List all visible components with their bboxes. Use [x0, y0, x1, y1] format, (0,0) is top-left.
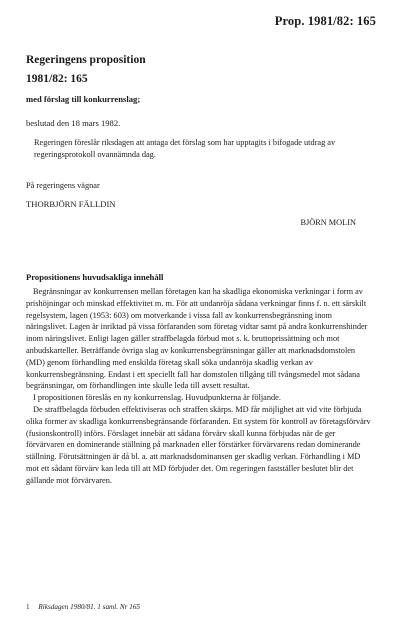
document-subtitle: med förslag till konkurrenslag;: [26, 94, 141, 104]
minister-signature: BJÖRN MOLIN: [300, 218, 356, 227]
page-number: 1: [26, 603, 30, 611]
proposition-reference: Prop. 1981/82: 165: [274, 14, 376, 28]
body-paragraph: Begränsningar av konkurrensen mellan företagen kan ha skadliga ekonomiska verkningar i form av prishöjningar och minskad effektivitet m. m. För att undanröja sådana verkningar finns f. n. ett särskilt regelsystem, lagen (1953: 603) om motverkande i vissa fall av konkurrensbegränsning inom näringslivet. Lagen är inriktad på vissa förfaranden som företag vidtar samt på andra konkurrenshinder inom näringslivet. Enligt lagen gäller straffbelagda förbud mot s. k. bruttoprissättning och mot anbudskarteller. Beträffande övriga slag av konkurrensbegränsningar gäller att marknadsdomstolen (MD) genom förhandling med enskilda företag skall söka undanröja skadlig verkan av konkurrensbegränsning. Endast i ett speciellt fall har domstolen tillgång till tvångsmedel mot sådana begränsningar, om förhandlingen inte skulle leda till avsett resultat.: [26, 287, 368, 391]
prime-minister-signature: THORBJÖRN FÄLLDIN: [26, 199, 116, 209]
document-title: [26, 51, 146, 89]
on-behalf-text: På regeringens vägnar: [26, 181, 100, 190]
decision-date: beslutad den 18 mars 1982.: [26, 118, 121, 128]
title-line-1: Regeringens proposition: [26, 54, 146, 66]
body-paragraph: De straffbelagda förbuden effektiviseras och straffen skärps. MD får möjlighet att vid vite förbjuda olika former av skadliga konkurrensbegränsande förfaranden. Ett system för kontroll av företagsförvärv (fusionskontroll) införs. Förslaget innebär att sådana förvärv skall kunna förbjudas när de ger förvärvaren en dominerande ställning på marknaden eller förstärker förvärvarens redan dominerande ställning. Förutsättningen är då bl. a. att marknadsdominansen ger skadlig verkan. Förhandling i MD mot ett sådant förvärv kan leda till att MD förbjuder det. Om regeringen fastställer beslutet blir det gällande mot förvärvaren.: [26, 404, 371, 485]
footer-source: Riksdagen 1980/81. 1 saml. Nr 165: [38, 603, 141, 611]
body-paragraph: I propositionen föreslås en ny konkurrenslag. Huvudpunkterna är följande.: [33, 393, 281, 403]
section-heading: Propositionens huvudsakliga innehåll: [26, 272, 164, 282]
section-body: [26, 286, 374, 487]
proposal-text: Regeringen föreslår riksdagen att antaga det förslag som har upptagits i bifogade utdrag av regeringsprotokoll ovannämnda dag.: [34, 138, 336, 159]
page-footer: [26, 603, 140, 611]
title-line-2: 1981/82: 165: [26, 73, 88, 85]
